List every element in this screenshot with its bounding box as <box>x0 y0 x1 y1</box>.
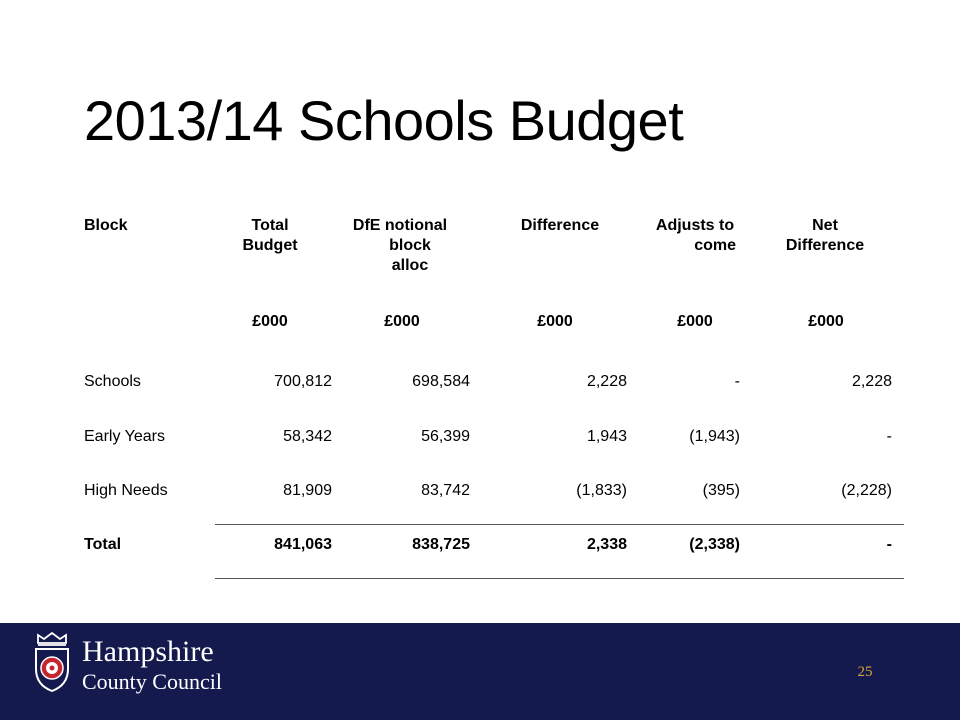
total-cell: (2,338) <box>689 536 740 553</box>
logo-line-1: Hampshire <box>82 635 214 668</box>
unit-adjusts: £000 <box>677 313 713 330</box>
table-cell: (1,833) <box>576 482 627 499</box>
total-cell: 838,725 <box>412 536 470 553</box>
page-number: 25 <box>857 664 873 680</box>
header-adjusts-to-come: Adjusts to come <box>655 217 736 254</box>
header-dfe-notional-block-alloc: DfE notional block alloc <box>352 217 448 274</box>
row-label: Schools <box>84 373 141 390</box>
header-net-difference: Net Difference <box>785 217 865 254</box>
table-cell: 2,228 <box>586 373 627 390</box>
total-cell: 841,063 <box>274 536 332 553</box>
table-cell: 1,943 <box>586 428 627 445</box>
table-cell: 2,228 <box>851 373 892 390</box>
header-total-budget: Total Budget <box>242 217 298 254</box>
table-cell: 700,812 <box>274 373 332 390</box>
table-cell: (2,228) <box>841 482 892 499</box>
table-cell: 83,742 <box>421 482 470 499</box>
unit-total-budget: £000 <box>252 313 288 330</box>
table-cell: - <box>734 373 740 390</box>
table-cell: - <box>886 428 892 445</box>
header-block: Block <box>84 217 128 234</box>
hampshire-crest-icon <box>30 631 74 695</box>
total-bottom-rule <box>215 578 904 579</box>
unit-net-difference: £000 <box>808 313 844 330</box>
row-label: High Needs <box>84 482 168 499</box>
slide-title: 2013/14 Schools Budget <box>84 89 684 152</box>
table-cell: (1,943) <box>689 428 740 445</box>
unit-difference: £000 <box>537 313 573 330</box>
table-cell: 81,909 <box>283 482 332 499</box>
logo-line-2: County Council <box>82 669 222 694</box>
header-difference: Difference <box>520 217 600 234</box>
total-label: Total <box>84 536 122 553</box>
table-cell: 56,399 <box>421 428 470 445</box>
row-label: Early Years <box>84 428 165 445</box>
total-cell: - <box>886 536 892 553</box>
table-cell: 58,342 <box>283 428 332 445</box>
unit-dfe-alloc: £000 <box>384 313 420 330</box>
table-cell: (395) <box>702 482 740 499</box>
total-top-rule <box>215 524 904 525</box>
total-cell: 2,338 <box>586 536 627 553</box>
table-cell: 698,584 <box>412 373 470 390</box>
